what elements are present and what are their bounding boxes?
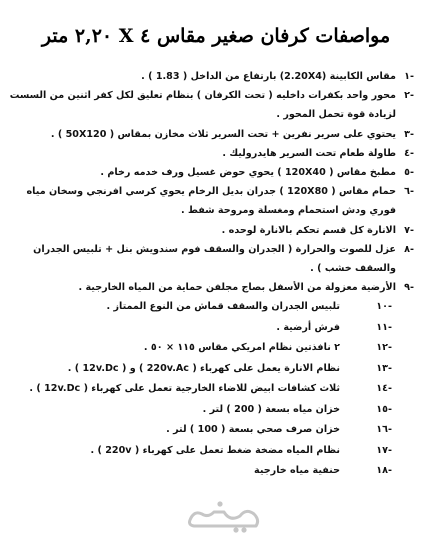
spec-item: [6, 278, 414, 297]
spec-item-number: -٦: [404, 186, 414, 198]
spec-item-text: يحتوي على سرير نفرين + تحت السرير ثلاث مخازن بمقاس ( 50X120 ) .: [50, 128, 396, 140]
watermark-dot: [241, 527, 246, 532]
spec-item-text: خزان مياه بسعة ( 200 ) لتر .: [202, 403, 340, 415]
spec-item-number: -١: [404, 71, 414, 82]
spec-item-text: حمام مقاس ( 120X80 ) جدران بديل الرخام يحوي كرسي افرنجي وسخان مياه فوري ودش استحمام ومغسلة ومروحة شفط .: [26, 186, 396, 217]
spec-item-text: نظام المياه مضخة ضغط تعمل على كهرباء ( 220v ) .: [90, 444, 340, 456]
spec-item-number: -١٥: [376, 403, 392, 415]
spec-item-number: -١٧: [376, 444, 392, 456]
spec-list: [6, 67, 414, 482]
spec-item-text: عزل للصوت والحرارة ( الجدران والسقف فوم سندويش بنل + تلبيس الجدران والسقف خشب ) .: [33, 243, 396, 275]
spec-item: [6, 125, 414, 144]
spec-item: [6, 221, 414, 240]
spec-item: [6, 338, 392, 359]
spec-item-text: محور واحد بكفرات داخليه ( تحت الكرفان ) بنظام تعليق لكل كفر اثنين من السست لزيادة قوة تحمل المحور .: [9, 90, 396, 121]
spec-item: [6, 144, 414, 163]
document-title: مواصفات كرفان صغير مقاس ٤ X ٢,٢٠ متر: [41, 25, 391, 47]
spec-item: [6, 379, 392, 400]
spec-item: [6, 240, 414, 278]
spec-item: [6, 461, 392, 482]
spec-item-number: -٤: [404, 147, 414, 159]
spec-item-text: الأرضية معزولة من الأسفل بصاج مجلفن حماية من المياه الخارجية .: [78, 282, 396, 294]
spec-item-number: -١٨: [376, 465, 392, 477]
spec-item-text: نظام الانارة يعمل على كهرباء ( 220v.Ac ) و ( 12v.Dc ) .: [67, 362, 340, 374]
spec-item-text: ثلاث كشافات ابيض للاضاء الخارجية تعمل على كهرباء ( 12v.Dc ) .: [29, 383, 340, 395]
spec-item: [6, 420, 392, 441]
spec-item-number: -١٤: [376, 383, 392, 395]
spec-item: [6, 318, 392, 339]
spec-item-text: فرش أرضية .: [276, 321, 340, 333]
spec-item: [6, 400, 392, 421]
spec-item: [6, 297, 392, 318]
spec-item-number: -٨: [404, 243, 414, 255]
spec-item-text: الانارة كل قسم تحكم بالانارة لوحده .: [221, 224, 396, 236]
spec-item-text: طاولة طعام تحت السرير هايدروليك .: [222, 147, 396, 159]
spec-item-text: حنفية مياه خارجية: [254, 465, 340, 477]
spec-item: [6, 359, 392, 380]
spec-item-number: -١٦: [376, 424, 392, 436]
watermark-dot: [217, 501, 222, 506]
spec-item-number: -١٣: [376, 362, 392, 374]
spec-item-text: مقاس الكابينة (2.20X4) بارتفاع من الداخل ( 1.83 ) .: [141, 71, 396, 82]
watermark-stroke: [190, 511, 258, 526]
spec-item-number: -١١: [376, 321, 392, 333]
spec-item-number: -٢: [404, 90, 414, 102]
spec-item-number: -٥: [404, 167, 414, 179]
spec-item-number: -١٠: [376, 301, 392, 313]
watermark-dot: [233, 527, 238, 532]
spec-item: [6, 67, 414, 86]
spec-item-text: ٢ نافذتين نظام امريكي مقاس ١١٥ × ٥٠ .: [143, 342, 340, 354]
spec-item-number: -١٢: [376, 342, 392, 354]
spec-item-text: تلبيس الجدران والسقف قماش من النوع الممتاز .: [106, 301, 340, 313]
spec-item-text: خزان صرف صحي بسعة ( 100 ) لتر .: [166, 424, 340, 436]
spec-item: [6, 163, 414, 182]
spec-item-number: -٣: [404, 128, 414, 140]
haraj-watermark-logo: [184, 496, 264, 536]
spec-item-number: -٩: [404, 282, 414, 294]
spec-item: [6, 182, 414, 220]
spec-item-text: مطبخ مقاس ( 120X40 ) يحوي حوض غسيل ورف خدمه رخام .: [100, 167, 396, 179]
spec-item-number: -٧: [404, 224, 414, 236]
spec-item: [6, 86, 414, 124]
spec-item: [6, 441, 392, 462]
